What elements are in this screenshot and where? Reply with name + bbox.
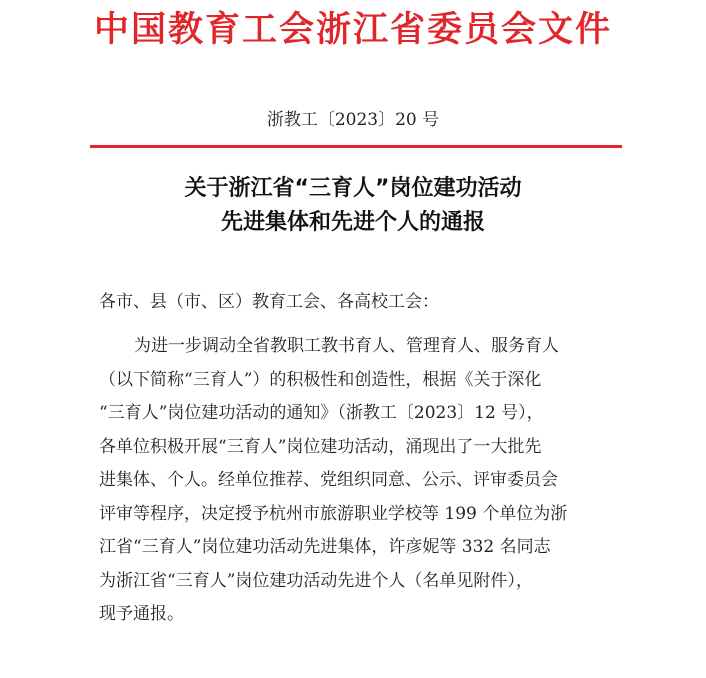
- document-number: 浙教工〔2023〕20 号: [266, 110, 440, 130]
- body-line: 为进一步调动全省教职工教书育人、管理育人、服务育人: [134, 336, 559, 356]
- body-line: 进集体、个人。经单位推荐、党组织同意、公示、评审委员会: [99, 470, 558, 490]
- red-divider-line: [90, 145, 622, 148]
- body-paragraph: [99, 330, 629, 632]
- body-line: 各单位积极开展“三育人”岗位建功活动，涌现出了一大批先: [99, 436, 542, 457]
- body-line: 评审等程序，决定授予杭州市旅游职业学校等 199 个单位为浙: [99, 503, 568, 524]
- recipient-line: 各市、县（市、区）教育工会、各高校工会：: [99, 292, 439, 312]
- document-title-line-1: 关于浙江省“三育人”岗位建功活动: [184, 176, 522, 201]
- body-line: 为浙江省“三育人”岗位建功活动先进个人（名单见附件），: [99, 570, 533, 591]
- org-header-title: 中国教育工会浙江省委员会文件: [93, 10, 612, 50]
- body-line: 现予通报。: [99, 604, 184, 624]
- body-line: （以下简称“三育人”）的积极性和创造性，根据《关于深化: [99, 369, 542, 390]
- document-title-line-2: 先进集体和先进个人的通报: [220, 210, 485, 235]
- body-line: “三育人”岗位建功活动的通知》（浙教工〔2023〕12 号），: [99, 403, 544, 423]
- document-title: [0, 172, 706, 240]
- body-line: 江省“三育人”岗位建功活动先进集体，许彦妮等 332 名同志: [99, 537, 551, 557]
